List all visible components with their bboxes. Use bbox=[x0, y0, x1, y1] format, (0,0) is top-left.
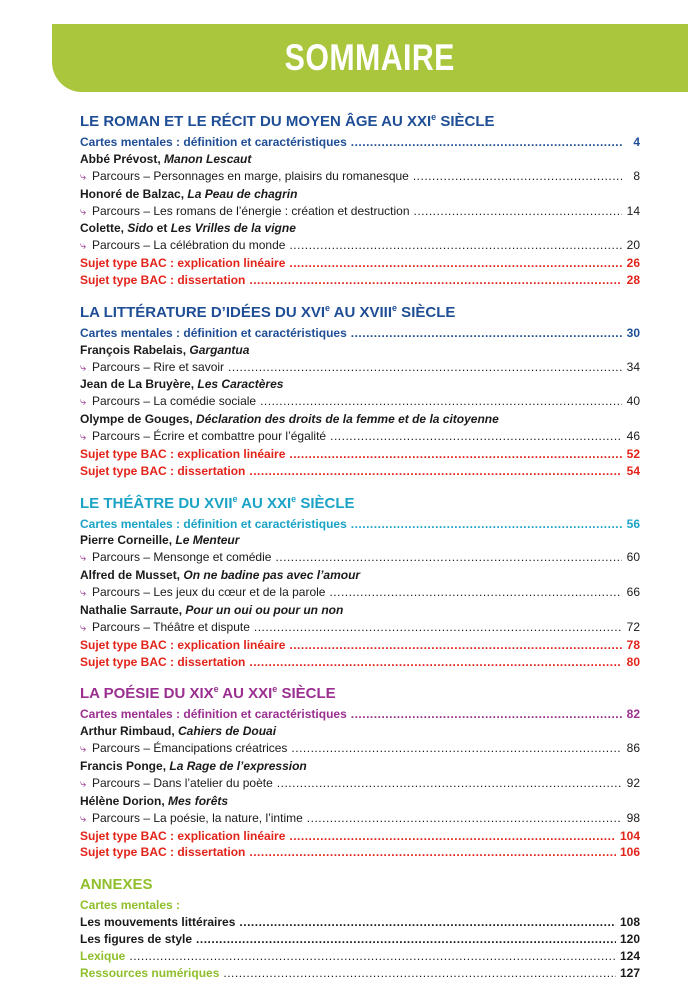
author-line: Pierre Corneille, Le Menteur bbox=[80, 533, 240, 548]
toc-entry-parcours[interactable]: ⤷ Parcours – Les romans de l’énergie : création et destruction ..... 14 bbox=[80, 203, 640, 221]
toc-entry-cartes[interactable]: Cartes mentales : définition et caractéristiques ..... 82 bbox=[80, 706, 640, 723]
toc-entry-bac-dissertation[interactable]: Sujet type BAC : dissertation ..... 80 bbox=[80, 654, 640, 671]
author-line: François Rabelais, Gargantua bbox=[80, 342, 250, 357]
arrow-icon: ⤷ bbox=[80, 621, 87, 634]
section-title: LA LITTÉRATURE D’IDÉES DU XVIe AU XVIIIe SIÈCLE bbox=[80, 302, 456, 321]
author-line: Alfred de Musset, On ne badine pas avec l’amour bbox=[80, 568, 361, 583]
section-title: LE ROMAN ET LE RÉCIT DU MOYEN ÂGE AU XXIe SIÈCLE bbox=[80, 112, 495, 130]
toc-entry-parcours[interactable]: ⤷ Parcours – Théâtre et dispute ..... 72 bbox=[80, 619, 640, 637]
toc-entry-parcours[interactable]: ⤷ Parcours – Les jeux du cœur et de la parole ..... 66 bbox=[80, 584, 640, 602]
toc-entry-parcours[interactable]: ⤷ Parcours – Mensonge et comédie ..... 60 bbox=[80, 549, 640, 567]
author-line: Francis Ponge, La Rage de l’expression bbox=[80, 758, 307, 773]
author-line: Honoré de Balzac, La Peau de chagrin bbox=[80, 186, 298, 201]
section-title: LA POÉSIE DU XIXe AU XXIe SIÈCLE bbox=[80, 684, 336, 703]
toc-entry-parcours[interactable]: ⤷ Parcours – La comédie sociale ..... 40 bbox=[80, 393, 640, 411]
author-line: Jean de La Bruyère, Les Caractères bbox=[80, 377, 284, 392]
author-line: Abbé Prévost, Manon Lescaut bbox=[80, 151, 252, 166]
section-poesie bbox=[80, 683, 640, 861]
toc-entry-figures[interactable]: Les figures de style ..... 120 bbox=[80, 931, 640, 948]
arrow-icon: ⤷ bbox=[80, 205, 87, 218]
toc-entry-cartes[interactable]: Cartes mentales : définition et caractéristiques ..... 4 bbox=[80, 134, 640, 151]
author-line: Olympe de Gouges, Déclaration des droits de la femme et de la citoyenne bbox=[80, 412, 499, 427]
toc-entry-bac-explication[interactable]: Sujet type BAC : explication linéaire ..... 52 bbox=[80, 446, 640, 463]
page-title: SOMMAIRE bbox=[284, 37, 456, 78]
toc-entry-bac-explication[interactable]: Sujet type BAC : explication linéaire ..... 104 bbox=[80, 828, 640, 845]
toc-entry-lexique[interactable]: Lexique ..... 124 bbox=[80, 948, 640, 965]
arrow-icon: ⤷ bbox=[80, 431, 87, 444]
toc-entry-ressources[interactable]: Ressources numériques ..... 127 bbox=[80, 965, 640, 982]
toc-entry-bac-explication[interactable]: Sujet type BAC : explication linéaire ..... 78 bbox=[80, 637, 640, 654]
toc-entry-cartes[interactable]: Cartes mentales : définition et caractéristiques ..... 30 bbox=[80, 325, 640, 342]
toc-entry-parcours[interactable]: ⤷ Parcours – La poésie, la nature, l’intime ..... 98 bbox=[80, 810, 640, 828]
toc-entry-parcours[interactable]: ⤷ Parcours – Dans l’atelier du poète ..... 92 bbox=[80, 775, 640, 793]
toc-entry-parcours[interactable]: ⤷ Parcours – Rire et savoir ..... 34 bbox=[80, 359, 640, 377]
toc-entry-bac-dissertation[interactable]: Sujet type BAC : dissertation ..... 106 bbox=[80, 844, 640, 861]
arrow-icon: ⤷ bbox=[80, 587, 87, 600]
arrow-icon: ⤷ bbox=[80, 812, 87, 825]
arrow-icon: ⤷ bbox=[80, 396, 87, 409]
arrow-icon: ⤷ bbox=[80, 552, 87, 565]
author-line: Colette, Sido et Les Vrilles de la vigne bbox=[80, 221, 296, 236]
author-line: Nathalie Sarraute, Pour un oui ou pour un non bbox=[80, 602, 344, 617]
annexes-cartes-label: Cartes mentales : bbox=[80, 898, 181, 913]
author-line: Hélène Dorion, Mes forêts bbox=[80, 793, 229, 808]
toc-entry-mouvements[interactable]: Les mouvements littéraires ..... 108 bbox=[80, 914, 640, 931]
toc-entry-parcours[interactable]: ⤷ Parcours – Émancipations créatrices ..... 86 bbox=[80, 740, 640, 758]
arrow-icon: ⤷ bbox=[80, 240, 87, 253]
arrow-icon: ⤷ bbox=[80, 743, 87, 756]
author-line: Arthur Rimbaud, Cahiers de Douai bbox=[80, 724, 277, 739]
table-of-contents bbox=[80, 111, 640, 994]
toc-entry-bac-dissertation[interactable]: Sujet type BAC : dissertation ..... 54 bbox=[80, 463, 640, 480]
section-title: LE THÉÂTRE DU XVIIe AU XXIe SIÈCLE bbox=[80, 493, 355, 512]
arrow-icon: ⤷ bbox=[80, 361, 87, 374]
toc-entry-parcours[interactable]: ⤷ Parcours – La célébration du monde ..... 20 bbox=[80, 237, 640, 255]
toc-entry-bac-explication[interactable]: Sujet type BAC : explication linéaire ..... 26 bbox=[80, 255, 640, 272]
arrow-icon: ⤷ bbox=[80, 777, 87, 790]
section-title: ANNEXES bbox=[80, 876, 153, 894]
header-banner bbox=[52, 24, 688, 92]
section-theatre bbox=[80, 493, 640, 671]
arrow-icon: ⤷ bbox=[80, 170, 87, 183]
toc-entry-parcours[interactable]: ⤷ Parcours – Personnages en marge, plaisirs du romanesque ..... 8 bbox=[80, 168, 640, 186]
toc-entry-bac-dissertation[interactable]: Sujet type BAC : dissertation ..... 28 bbox=[80, 272, 640, 289]
toc-entry-parcours[interactable]: ⤷ Parcours – Écrire et combattre pour l’égalité ..... 46 bbox=[80, 428, 640, 446]
section-roman bbox=[80, 111, 640, 289]
section-annexes bbox=[80, 874, 640, 981]
toc-entry-cartes[interactable]: Cartes mentales : définition et caractéristiques ..... 56 bbox=[80, 516, 640, 533]
section-litterature-idees bbox=[80, 302, 640, 480]
